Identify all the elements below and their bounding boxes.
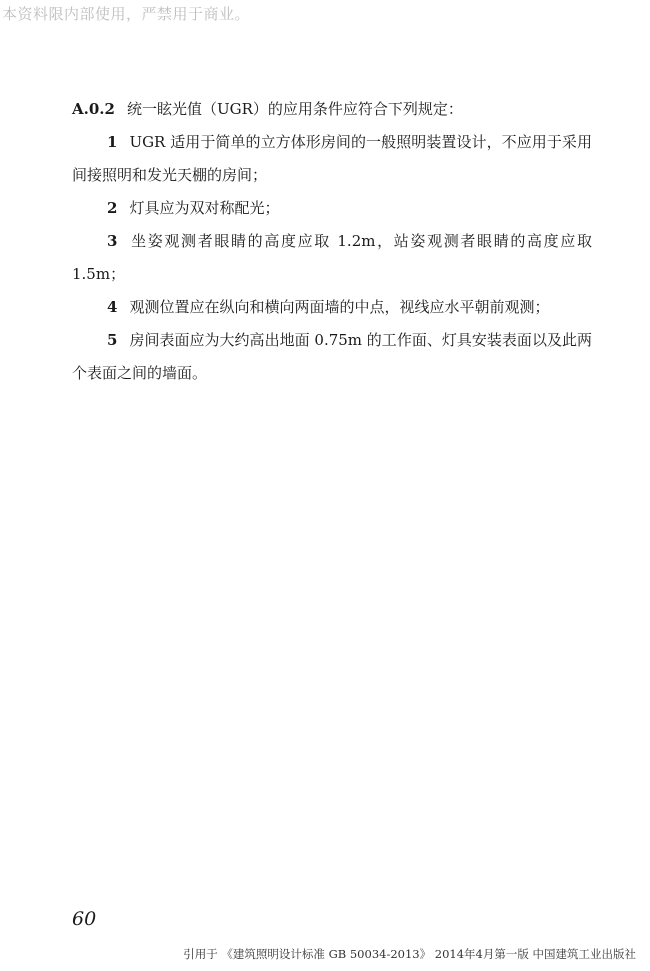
clause-text: 坐姿观测者眼睛的高度应取 1.2m，站姿观测者眼睛的高度应取 1.5m；	[72, 232, 592, 283]
section-title: 统一眩光值（UGR）的应用条件应符合下列规定：	[126, 100, 463, 118]
clause-number: 4	[107, 298, 118, 316]
section-number: A.0.2	[72, 100, 115, 118]
clause-item	[72, 126, 592, 192]
document-body	[72, 93, 592, 390]
clause-number: 3	[107, 232, 118, 250]
clause-number: 1	[107, 133, 118, 151]
clause-number: 5	[107, 331, 118, 349]
watermark: 本资料限内部使用，严禁用于商业。	[2, 5, 251, 23]
citation-footer: 引用于 《建筑照明设计标准 GB 50034-2013》 2014年4月第一版 中国建筑工业出版社	[183, 947, 636, 961]
section-heading	[72, 93, 592, 126]
clause-text: 观测位置应在纵向和横向两面墙的中点，视线应水平朝前观测；	[129, 298, 550, 316]
clause-number: 2	[107, 199, 118, 217]
page-number: 60	[72, 908, 97, 930]
clause-text: 灯具应为双对称配光；	[129, 199, 280, 217]
clause-item	[72, 324, 592, 390]
clause-text: 房间表面应为大约高出地面 0.75m 的工作面、灯具安装表面以及此两个表面之间的墙面。	[72, 331, 592, 382]
clause-item	[72, 192, 592, 225]
clause-text: UGR 适用于简单的立方体形房间的一般照明装置设计，不应用于采用间接照明和发光天棚的房间；	[72, 133, 592, 184]
clause-item	[72, 225, 592, 291]
clause-item	[72, 291, 592, 324]
